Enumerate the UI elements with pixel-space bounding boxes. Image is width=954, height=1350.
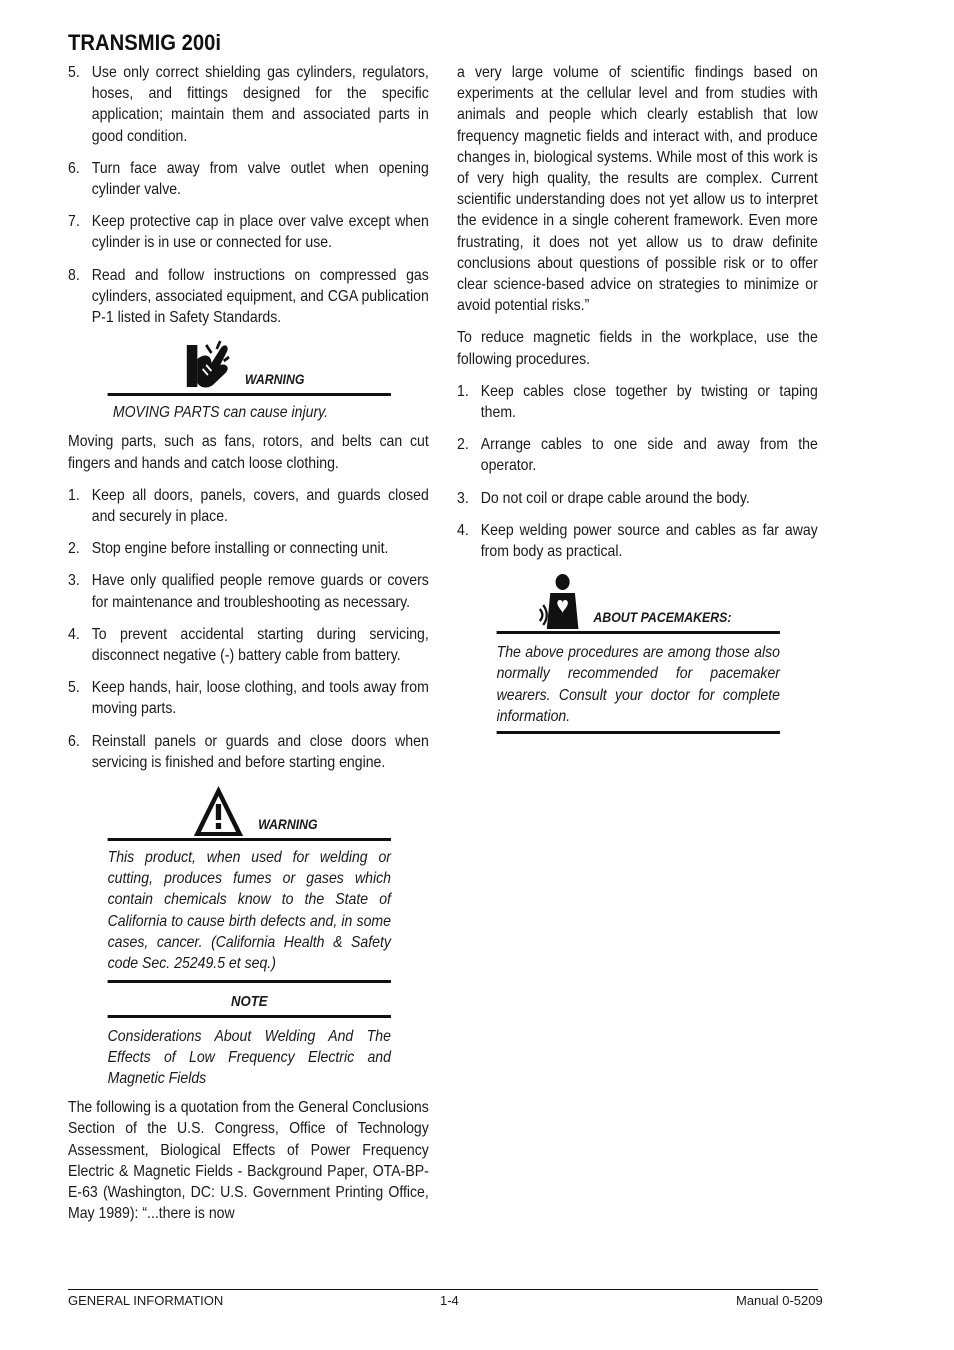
list-item: 2. Stop engine before installing or connecting unit.: [68, 540, 389, 558]
divider: [108, 1015, 391, 1018]
footer-section: GENERAL INFORMATION: [68, 1293, 224, 1308]
list-item: 6. Turn face away from valve outlet when opening cylinder valve.: [68, 159, 429, 199]
list-item: 1. Keep all doors, panels, covers, and guards closed and securely in place.: [68, 486, 429, 526]
magnetic-field-list: [457, 381, 818, 562]
warning-text: This product, when used for welding or cutting, produces fumes or gases which contain chemicals know to the State of California to cause birth defects and, in some cases, cancer. (California Health & Safety code Sec. 25249.5 et seq.): [107, 849, 391, 973]
page-title: TRANSMIG 200i: [68, 30, 221, 55]
divider: [108, 838, 391, 841]
list-item: 4. To prevent accidental starting during servicing, disconnect negative (-) battery cable from battery.: [68, 625, 429, 665]
divider: [497, 631, 780, 634]
paragraph: To reduce magnetic fields in the workplace, use the following procedures.: [457, 329, 818, 368]
list-item: 1. Keep cables close together by twisting or taping them.: [457, 382, 818, 422]
right-column: [457, 62, 818, 742]
list-item: 2. Arrange cables to one side and away from the operator.: [457, 436, 818, 475]
list-item: 5. Use only correct shielding gas cylinders, regulators, hoses, and fittings designed for the specific application; maintain them and associated parts in good condition.: [68, 64, 429, 145]
warning-text: MOVING PARTS can cause injury.: [112, 404, 329, 422]
pacemaker-text: The above procedures are among those also normally recommended for pacemaker wearers. Consult your doctor for complete information.: [496, 644, 780, 725]
note-title: NOTE: [230, 993, 268, 1011]
divider: [497, 731, 780, 734]
fumes-warning: [108, 784, 391, 1089]
divider: [108, 980, 391, 983]
list-item: 7. Keep protective cap in place over valve except when cylinder is in use or connected for use.: [68, 213, 429, 252]
list-item: 6. Reinstall panels or guards and close doors when servicing is finished and before starting engine.: [68, 732, 429, 771]
pacemaker-label: ABOUT PACEMAKERS:: [593, 609, 732, 626]
pacemaker-person-icon: [538, 573, 582, 629]
moving-parts-list: [68, 485, 429, 773]
pacemaker-notice: [497, 573, 780, 734]
warning-label: WARNING: [244, 371, 305, 388]
paragraph: The following is a quotation from the General Conclusions Section of the U.S. Congress, Office of Technology Assessment, Biological Effects of Power Frequency Electric & Magnetic Fields - Background Paper, OTA-BP-E-63 (Washington, DC: U.S. Government Printing Office, May 1989): “...there is now: [68, 1099, 429, 1223]
list-item: 3. Do not coil or drape cable around the body.: [457, 489, 750, 507]
warning-triangle-icon: [192, 784, 245, 838]
list-item: 8. Read and follow instructions on compressed gas cylinders, associated equipment, and CGA publication P-1 listed in Safety Standards.: [68, 266, 429, 327]
note-text: Considerations About Welding And The Effects of Low Frequency Electric and Magnetic Fields: [107, 1027, 391, 1087]
paragraph: a very large volume of scientific findings based on experiments at the cellular level and from studies with animals and people which clearly establish that low frequency magnetic fields and interact with, and produce changes in, biological systems. While most of this work is of very high quality, the results are complex. Current scientific understanding does not yet allow us to interpret the evidence in a single coherent framework. Even more frustrating, it does not yet allow us to draw definite conclusions about questions of possible risk or to offer clear science-based advice on strategies to minimize or avoid potential risks.”: [457, 64, 818, 315]
divider: [108, 393, 391, 396]
footer-divider: [68, 1289, 818, 1290]
gas-cylinder-list: [68, 62, 429, 328]
warning-label: WARNING: [258, 815, 318, 832]
manual-number: Manual 0-5209: [736, 1293, 823, 1308]
page-number: 1-4: [440, 1293, 459, 1308]
list-item: 4. Keep welding power source and cables as far away from body as practical.: [457, 521, 818, 561]
paragraph: Moving parts, such as fans, rotors, and belts can cut fingers and hands and catch loose clothing.: [68, 433, 429, 472]
moving-parts-warning: [108, 339, 391, 423]
moving-parts-hand-icon: [185, 339, 236, 393]
list-item: 5. Keep hands, hair, loose clothing, and tools away from moving parts.: [68, 679, 429, 718]
list-item: 3. Have only qualified people remove guards or covers for maintenance and troubleshooting as necessary.: [68, 572, 429, 611]
left-column: [68, 62, 429, 1235]
